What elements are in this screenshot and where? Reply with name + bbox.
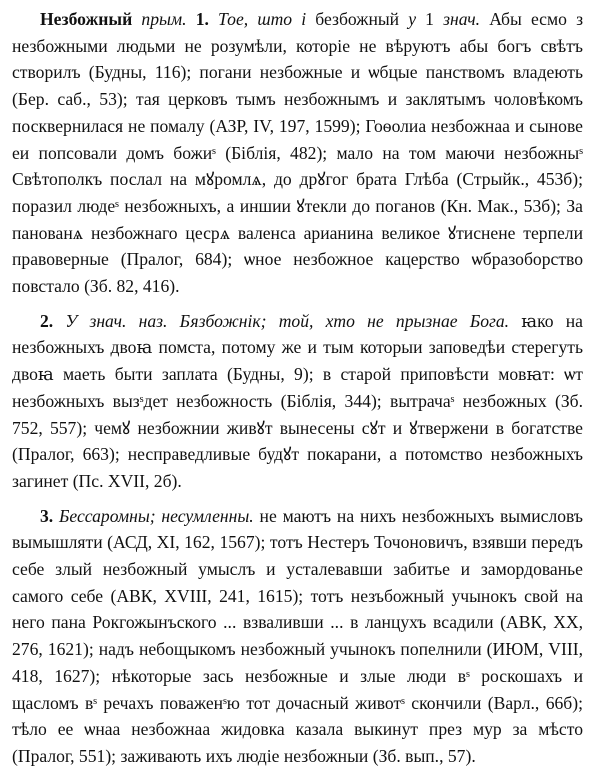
sense-1-reference-word: безбожный: [306, 9, 409, 29]
headword: Незбожный: [40, 9, 133, 29]
sense-3-citations: не маютъ на нихъ незбожныхъ вымисловъ вымышляти (АСД, XI, 162, 1567); тотъ Нестеръ Точоновичъ, взявши передъ себе злый незбожный умыслъ и усталевавши забитье и замордованье самого себе (АВК, XVIII, 241, 1615); тотъ незъбожный учынокъ свой на него пана Рокгожынъского ... взваливши ... в ланцухъ всадили (АВК, XX, 276, 1621); надъ небощыкомъ незбожный учынокъ попелнили (ИЮМ, VIII, 418, 1627); нѣкоторые зась незбожные и злые люди вˢ роскошахъ и щасломъ вˢ речахъ поваженˢю тот дочасный животˢ скончили (Варл., 66б); тѣло ее ѡнаа незбожнаа жидовка казала выкинут през мур за мѣсто (Пралог, 551); заживають ихъ людіе незбожныи (Зб. вып., 57).: [12, 505, 583, 766]
sense-1-definition: Тое, што і: [208, 9, 307, 29]
sense-number-2: 2.: [40, 310, 54, 331]
sense-2-citations: ꙗко на незбожныхъ двоꙗ помста, потому же и тым которыи заповедѣи стерегуть двоꙗ маеть быти заплата (Будны, 9); в старой приповѣсти мовꙗт: ѡт незбожныхъ вызˢдет незбожность (Біблія, 344); вытрачаˢ незбожных (Зб. 752, 557); чемꙋ незбожнии живꙋт вынесены сꙋт и ꙋтвержени в богатстве (Пралог, 663); несправедливые будꙋт покарани, а потомство незбожныхъ загинет (Пс. XVII, 2б).: [12, 310, 583, 491]
sense-1-citations: Абы есмо з незбожными людьми не розумѣли, которіе не вѣруютъ абы богъ свѣтъ створилъ (Будны, 116); погани незбожные и ѡбцые панствомъ владеють (Бер. саб., 53); тая церковъ тымъ незбожнымъ и заклятымъ чоловѣкомъ посквернилася не помалу (АЗР, IV, 197, 1599); Гоѳолиа незбожнаа и сынове еи попсовали домъ божиˢ (Біблія, 482); мало на том маючи незбожныˢ Свѣтополкъ послал на мꙋромлѧ, до дрꙋгог брата Глѣба (Стрыйк., 453б); поразил людеˢ незбожныхъ, а иншии ꙋтекли до поганов (Кн. Мак., 53б); За панованѧ незбожнаго цесрѧ валенса арианина великое ꙋтиснене терпели правоверные (Пралог, 684); ѡное незбожное кацерство ѡбразоборство повстало (Зб. 82, 416).: [12, 9, 584, 297]
sense-2-definition: У знач. наз. Бязбожнік; той, хто не прызнае Бога.: [53, 310, 510, 331]
entry-sense-2: [12, 308, 583, 495]
sense-number-1: 1.: [195, 9, 209, 29]
sense-3-definition: Бессаромны; несумленны.: [53, 505, 254, 526]
part-of-speech: прым.: [132, 9, 196, 29]
sense-1-reference-number: 1: [416, 9, 444, 29]
sense-1-reference-tail: знач.: [443, 9, 481, 29]
entry-sense-3: [12, 503, 583, 770]
sense-number-3: 3.: [40, 505, 54, 526]
sense-1-reference-prep: у: [408, 9, 417, 29]
entry-sense-1: [12, 6, 583, 300]
